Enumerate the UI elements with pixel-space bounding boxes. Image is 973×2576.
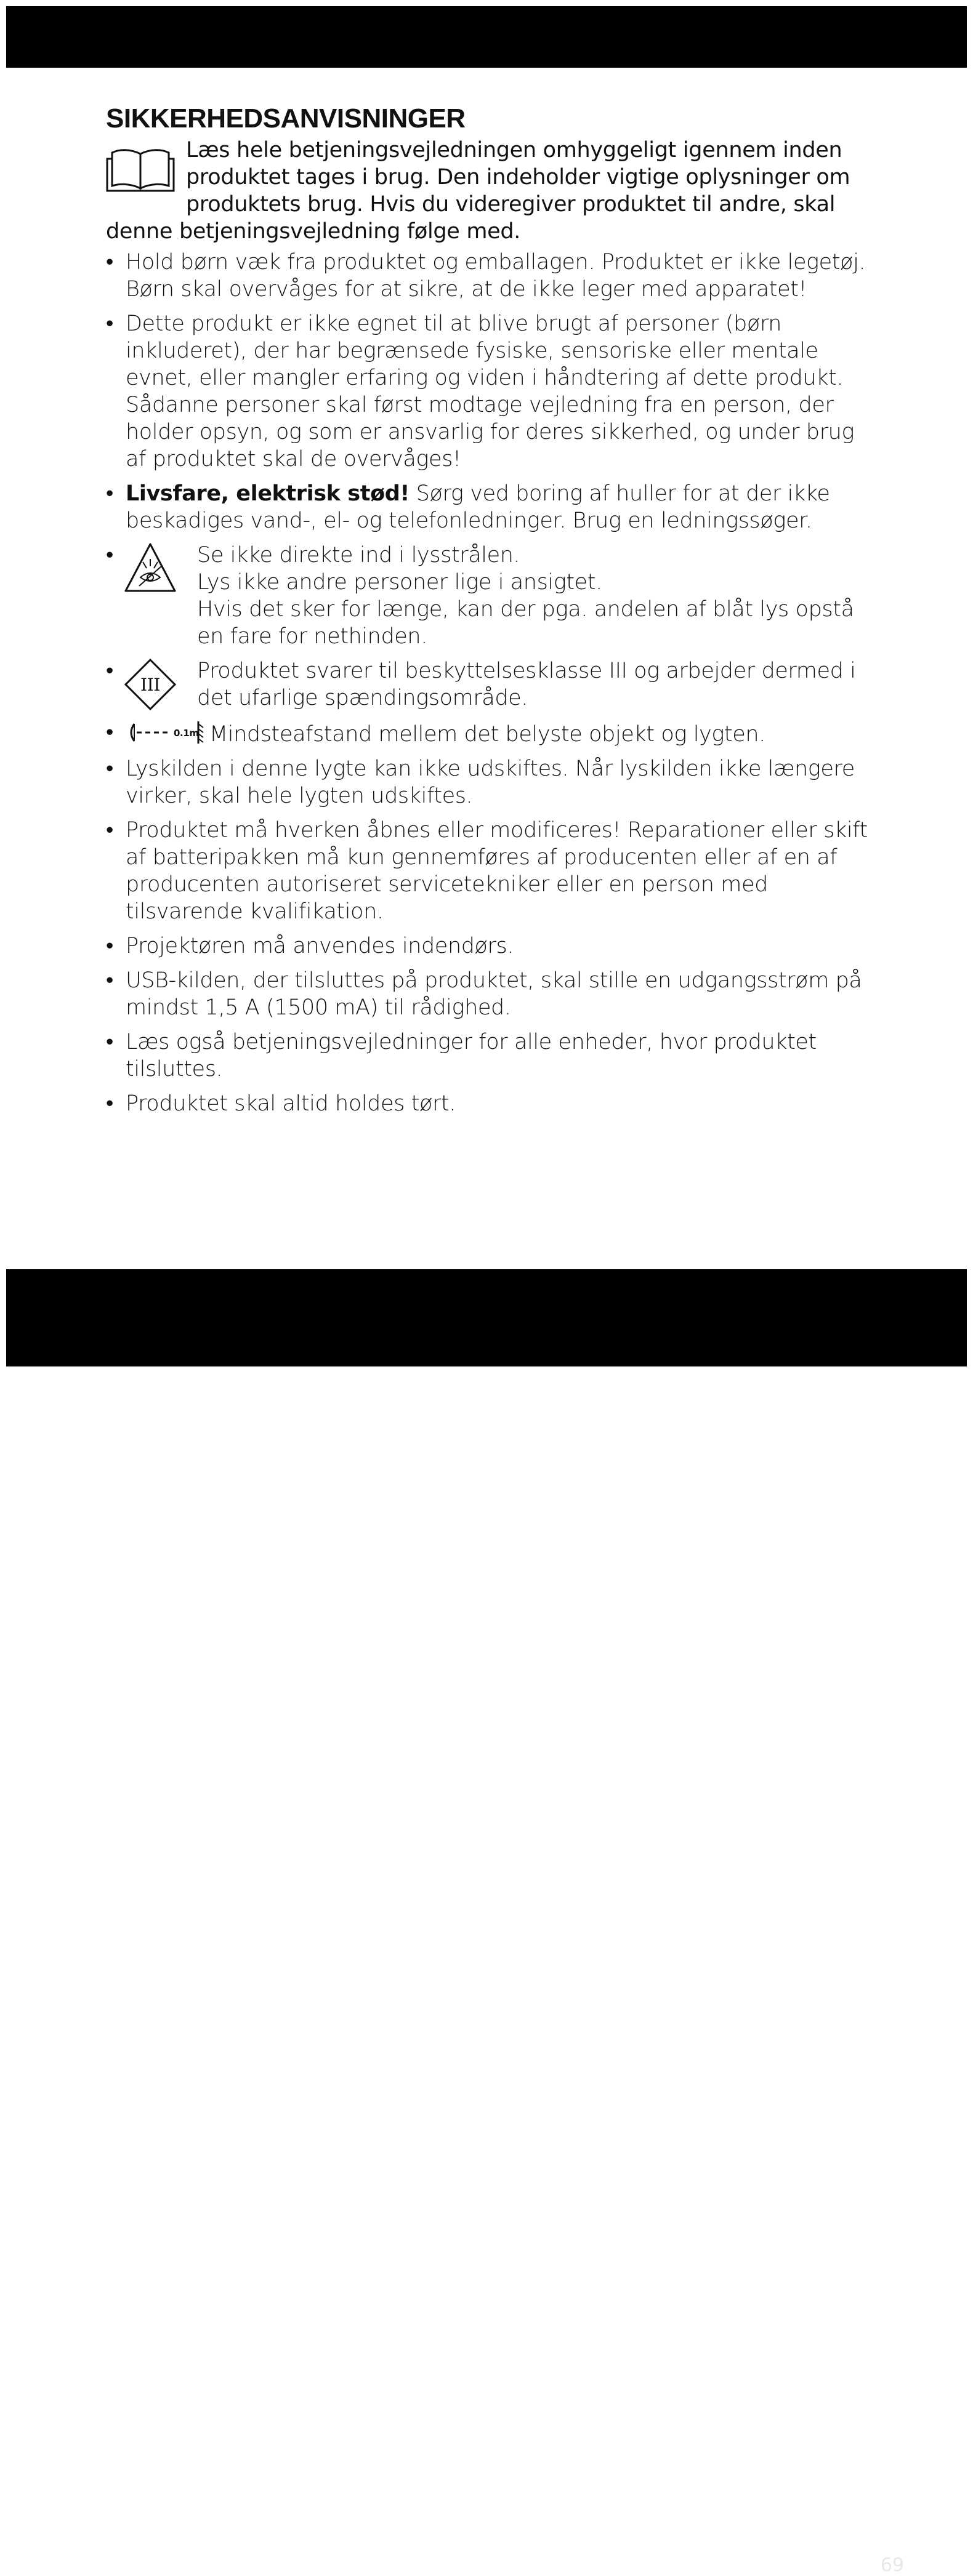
item-text: Dette produkt er ikke egnet til at blive brugt af personer (børn inkluderet), der har begrænsede fysiske, sensoriske eller mentale evnet, eller mangler erfaring og viden i håndtering af dette produkt. Sådanne personer skal først modtage vejledning fra en person, der holder opsyn, og som er ansvarlig for deres sikkerhed, og under brug af produktet skal de overvåges! xyxy=(126,311,855,471)
item-text: Lyskilden i denne lygte kan ikke udskiftes. Når lyskilden ikke længere virker, skal hele lygten udskiftes. xyxy=(126,756,855,808)
class-iii-label: III xyxy=(140,675,160,695)
safety-list xyxy=(106,249,870,1117)
bullet-point: • xyxy=(106,1091,113,1116)
bottom-bar xyxy=(6,1269,967,2576)
bullet-point: • xyxy=(106,543,113,568)
bullet-point: • xyxy=(106,968,113,993)
bullet-point: • xyxy=(106,659,113,683)
list-item xyxy=(106,719,870,748)
list-item xyxy=(106,933,870,960)
light-warning-text xyxy=(197,542,870,650)
list-item xyxy=(106,249,870,303)
bullet-point: • xyxy=(106,250,113,275)
bullet-point: • xyxy=(106,818,113,843)
bullet-point: • xyxy=(106,756,113,781)
list-item xyxy=(106,967,870,1021)
item-text: Hold børn væk fra produktet og emballagen. Produktet er ikke legetøj. Børn skal overvåges for at sikre, at de ikke leger med apparatet! xyxy=(126,250,866,302)
item-line: Hvis det sker for længe, kan der pga. andelen af blåt lys opstå en fare for nethinden. xyxy=(197,597,854,649)
list-item xyxy=(106,480,870,534)
item-text: Produktet skal altid holdes tørt. xyxy=(126,1091,456,1116)
item-text: Mindsteafstand mellem det belyste objekt og lygten. xyxy=(209,722,765,747)
min-distance-icon xyxy=(126,719,207,746)
item-text: Produktet må hverken åbnes eller modificeres! Reparationer eller skift af batteripakken må kun gennemføres af producenten eller af en af producenten autoriseret servicetekniker eller en person med tilsvarende kvalifikation. xyxy=(126,818,868,924)
bullet-point: • xyxy=(106,481,113,506)
list-item xyxy=(106,657,870,712)
item-line: Se ikke direkte ind i lysstrålen. xyxy=(197,543,520,568)
list-item xyxy=(106,310,870,473)
item-line: Lys ikke andre personer lige i ansigtet. xyxy=(197,570,602,595)
bullet-point: • xyxy=(106,934,113,958)
page-title: SIKKERHEDSANVISNINGER xyxy=(106,103,466,134)
eye-warning-icon xyxy=(123,542,177,596)
intro-text: Læs hele betjeningsvejledningen omhyggeligt igennem inden produktet tages i brug. Den indeholder vigtige oplysninger om produktets brug. Hvis du videregiver produktet til andre, skal denne betjeningsvejledning følge med. xyxy=(106,138,850,244)
bullet-point: • xyxy=(106,1030,113,1054)
page-number: 69 xyxy=(880,2554,904,2576)
bullet-point: • xyxy=(106,311,113,336)
bullet-point: • xyxy=(106,720,113,745)
list-item xyxy=(106,817,870,925)
top-bar xyxy=(6,6,967,68)
electric-shock-warning: Livsfare, elektrisk stød! xyxy=(126,481,410,506)
list-item xyxy=(106,542,870,650)
book-icon xyxy=(106,140,175,193)
intro-paragraph xyxy=(106,137,870,245)
item-text: USB-kilden, der tilsluttes på produktet, skal stille en udgangsstrøm på mindst 1,5 A (1500 mA) til rådighed. xyxy=(126,968,862,1020)
item-text: Produktet svarer til beskyttelsesklasse III og arbejder dermed i det ufarlige spændingsområde. xyxy=(197,659,856,710)
list-item xyxy=(106,755,870,809)
list-item xyxy=(106,1029,870,1083)
item-text: Sørg ved boring af huller for at der ikke beskadiges vand-, el- og telefonledninger. Brug en ledningssøger. xyxy=(126,481,830,533)
list-item xyxy=(106,1090,870,1117)
protection-class-iii-icon xyxy=(123,657,177,712)
item-text: Læs også betjeningsvejledninger for alle enheder, hvor produktet tilsluttes. xyxy=(126,1030,817,1081)
safety-content xyxy=(106,103,870,1125)
item-text: Projektøren må anvendes indendørs. xyxy=(126,934,514,958)
distance-label: 0.1m xyxy=(174,728,199,739)
